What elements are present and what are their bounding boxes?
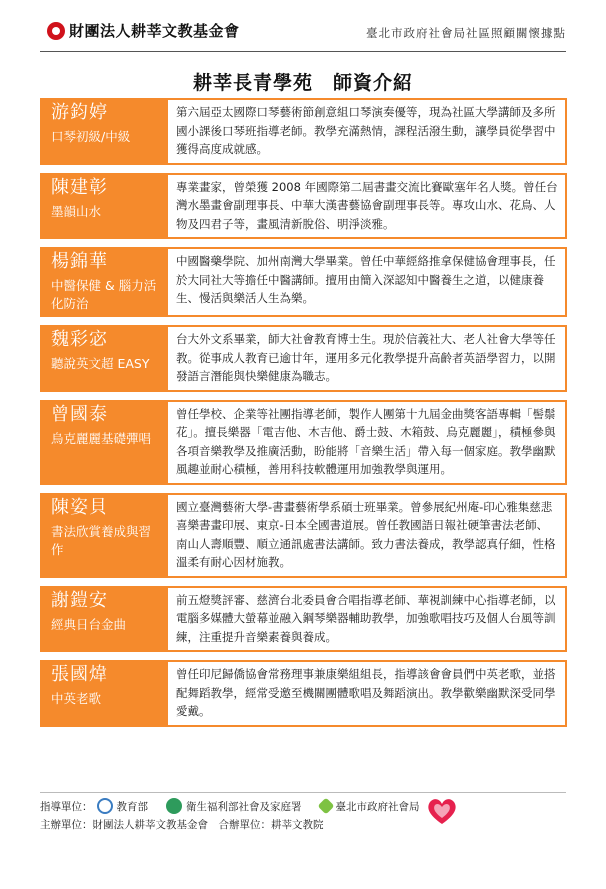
header-divider xyxy=(40,51,566,52)
teacher-name: 陳建彰 xyxy=(51,176,108,198)
teacher-row xyxy=(40,173,567,240)
teacher-description: 曾任學校、企業等社團指導老師，製作人團第十九屆金曲獎客語專輯「髻鬃花」。擅長樂器「電吉他、木吉他、爵士鼓、木箱鼓、烏克麗麗」，積極參與各項音樂教學及推廣活動，盼能將「音樂生活」帶入每一個家庭。教學幽默風趣並耐心積極，善用科技軟體運用加強教學與運用。 xyxy=(168,400,567,485)
host-row xyxy=(40,817,328,832)
teacher-name: 游鈞婷 xyxy=(51,102,108,123)
teacher-name-cell xyxy=(40,400,168,485)
teacher-description: 前五燈獎評審、慈濟台北委員會合唱指導老師、華視訓練中心指導老師，以電腦多媒體大螢幕並融入鋼琴樂器輔助教學，加強歌唱技巧及個人台風等訓練，注重提升音樂素養與養成。 xyxy=(168,586,567,653)
guidance-label: 指導單位： xyxy=(40,800,93,813)
teacher-name-cell xyxy=(40,493,168,578)
ministry-of-education-emblem-icon xyxy=(97,798,113,814)
teacher-name-cell xyxy=(40,325,168,392)
footer-divider xyxy=(40,792,566,793)
teacher-name: 謝鎧安 xyxy=(51,589,108,611)
teacher-list xyxy=(40,98,567,735)
teacher-description: 曾任印尼歸僑協會常務理事兼康樂組組長，指導該會會員們中英老歌，並搭配舞蹈教學，經常受邀至機關團體歌唱及舞蹈演出。教學歡樂幽默深受同學愛戴。 xyxy=(168,660,567,727)
guidance-unit-taipei: 臺北市政府社會局 xyxy=(335,800,420,813)
course-title: 經典日台金曲 xyxy=(51,616,127,632)
teacher-name-cell xyxy=(40,173,168,240)
teacher-description: 中國醫藥學院、加州南灣大學畢業。曾任中華經絡推拿保健協會理事長，任於大同社大等擔任中醫講師。擅用由簡入深認知中醫養生之道，以健康養生、慢活與樂活人生為樂。 xyxy=(168,247,567,317)
teacher-name: 曾國泰 xyxy=(51,403,108,425)
course-title: 中醫保健 & 腦力活化防治 xyxy=(51,278,157,311)
course-title: 中英老歌 xyxy=(51,691,102,706)
guidance-row xyxy=(40,798,424,814)
page-title: 耕莘長青學苑 師資介紹 xyxy=(192,72,413,94)
page-footer xyxy=(40,792,566,862)
host-line: 主辦單位：財團法人耕莘文教基金會 合辦單位：耕莘文教院 xyxy=(40,819,324,831)
teacher-description: 國立臺灣藝術大學-書畫藝術學系碩士班畢業。曾參展紀州庵-印心雅集慈悲喜樂書畫印展、東京-日本全國書道展。曾任教國語日報社硬筆書法老師、南山人壽順豐、順立通訊處書法講師。致力書法養成，教學認真仔細，性格溫柔有耐心因材施教。 xyxy=(168,493,567,578)
teacher-name-cell xyxy=(40,586,168,653)
teacher-row xyxy=(40,325,567,392)
teacher-row xyxy=(40,247,567,317)
page-header xyxy=(0,0,606,62)
org-logo-icon xyxy=(47,22,65,40)
teacher-row xyxy=(40,98,567,165)
teacher-name: 楊錦華 xyxy=(51,251,108,272)
teacher-name-cell xyxy=(40,247,168,317)
teacher-description: 台大外文系畢業，師大社會教育博士生。現於信義社大、老人社會大學等任教。從事成人教育已逾廿年，運用多元化教學提升高齡者英語學習力，以開發語言潛能與快樂健康為職志。 xyxy=(168,325,567,392)
course-title: 墨韻山水 xyxy=(51,203,102,219)
teacher-name: 魏彩宓 xyxy=(51,329,108,350)
org-name: 財團法人耕莘文教基金會 xyxy=(69,22,240,40)
site-name: 臺北市政府社會局社區照顧關懷據點 xyxy=(366,26,566,40)
mohw-emblem-icon xyxy=(166,798,182,814)
teacher-row xyxy=(40,660,567,727)
teacher-name-cell xyxy=(40,660,168,727)
teacher-description: 專業畫家，曾榮獲 2008 年國際第二屆書畫交流比賽歐塞年名人獎。曾任台灣水墨畫會副理事長、中華大漢書藝協會副理事長等。專攻山水、花鳥、人物及四君子等，畫風清新脫俗、明淨淡雅。 xyxy=(168,173,567,240)
teacher-name: 陳姿貝 xyxy=(51,496,108,518)
guidance-unit-moe: 教育部 xyxy=(116,800,148,813)
teacher-name-cell xyxy=(40,98,168,165)
teacher-row xyxy=(40,586,567,653)
course-title: 書法欣賞養成與習作 xyxy=(51,523,152,557)
teacher-description: 第六屆亞太國際口琴藝術節創意組口琴演奏優等，現為社區大學講師及多所國小課後口琴班指導老師。教學充滿熱情，課程活潑生動，讓學員從學習中獲得高度成就感。 xyxy=(168,98,567,165)
guidance-unit-mohw: 衛生福利部社會及家庭署 xyxy=(186,800,302,813)
course-title: 聽說英文超 EASY xyxy=(51,356,150,371)
teacher-name: 張國煒 xyxy=(51,664,108,685)
teacher-row xyxy=(40,493,567,578)
teacher-row xyxy=(40,400,567,485)
course-title: 口琴初級/中級 xyxy=(51,129,131,144)
heart-badge-icon xyxy=(425,796,459,826)
taipei-social-welfare-emblem-icon xyxy=(317,798,334,815)
course-title: 烏克麗麗基礎彈唱 xyxy=(51,430,152,446)
